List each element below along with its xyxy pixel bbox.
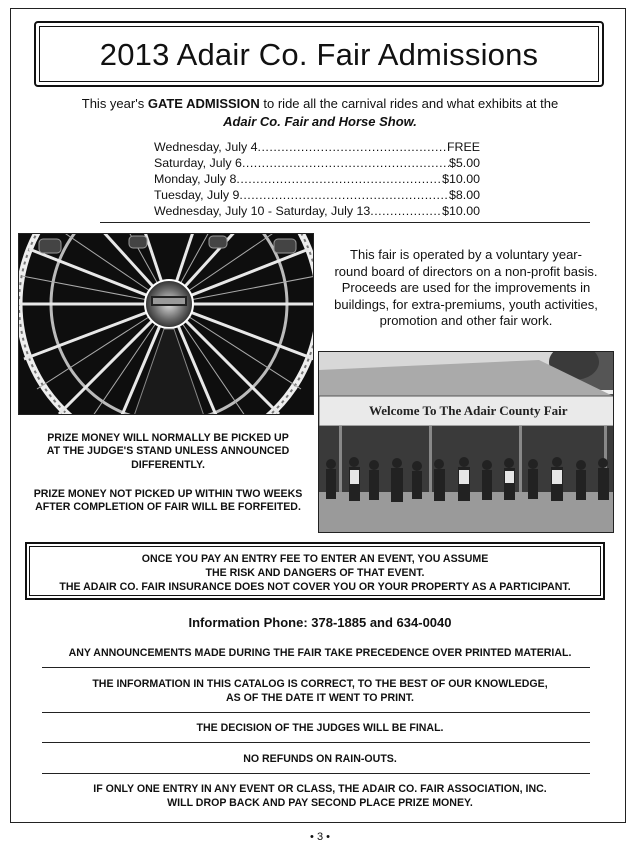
schedule-row [154, 171, 480, 187]
notice-line: THE DECISION OF THE JUDGES WILL BE FINAL. [196, 722, 444, 734]
board-text-line: This fair is operated by a voluntary year- [350, 247, 582, 262]
schedule-row [154, 155, 480, 171]
judges-notice [28, 722, 612, 736]
notice-line: IF ONLY ONE ENTRY IN ANY EVENT OR CLASS, THE ADAIR CO. FAIR ASSOCIATION, INC. [93, 783, 547, 795]
notice-line: THE INFORMATION IN THIS CATALOG IS CORRECT, TO THE BEST OF OUR KNOWLEDGE, [92, 678, 548, 690]
ferris-wheel-photo [18, 233, 314, 415]
leader-dots [242, 155, 449, 171]
risk-notice-box [25, 542, 605, 600]
intro-text-before: This year's [81, 96, 148, 111]
welcome-sign-text: Welcome To The Adair County Fair [369, 403, 568, 418]
announcements-notice [28, 647, 612, 661]
schedule-price: $5.00 [448, 156, 480, 170]
risk-notice-line: THE ADAIR CO. FAIR INSURANCE DOES NOT COVER YOU OR YOUR PROPERTY AS A PARTICIPANT. [59, 581, 571, 593]
schedule-day: Saturday, July 6 [154, 156, 242, 170]
risk-notice-line: ONCE YOU PAY AN ENTRY FEE TO ENTER AN EVENT, YOU ASSUME [141, 553, 489, 565]
board-text-line: promotion and other fair work. [379, 313, 553, 328]
notice-line: NO REFUNDS ON RAIN-OUTS. [243, 753, 397, 765]
board-text-line: round board of directors on a non-profit basis. [334, 263, 598, 279]
schedule-day: Monday, July 8 [154, 172, 237, 186]
prize-notice-line: PRIZE MONEY WILL NORMALLY BE PICKED UP [47, 432, 289, 444]
intro-line-2: Adair Co. Fair and Horse Show. [223, 114, 417, 129]
board-text-line: buildings, for extra-premiums, youth activities, [334, 296, 598, 312]
section-rule [100, 222, 590, 223]
schedule-row [154, 203, 480, 219]
schedule-day: Wednesday, July 4 [154, 140, 258, 154]
schedule-price: $10.00 [442, 172, 480, 186]
schedule-day: Tuesday, July 9 [154, 188, 240, 202]
schedule-price: $8.00 [448, 188, 480, 202]
schedule-price: FREE [446, 140, 480, 154]
notice-rule [42, 667, 590, 668]
title-box [34, 21, 604, 87]
refunds-notice [28, 753, 612, 767]
notice-rule [42, 712, 590, 713]
intro-gate-admission: GATE ADMISSION [147, 96, 260, 111]
schedule-day: Wednesday, July 10 - Saturday, July 13 [154, 204, 371, 218]
prize-pickup-notice [24, 432, 312, 472]
prize-notice-line: AT THE JUDGE'S STAND UNLESS ANNOUNCED [46, 445, 290, 458]
risk-notice-line: THE RISK AND DANGERS OF THAT EVENT. [205, 567, 425, 579]
intro-line-1 [40, 96, 600, 111]
notice-rule [42, 773, 590, 774]
board-description [326, 247, 606, 330]
prize-notice-line: AFTER COMPLETION OF FAIR WILL BE FORFEITED. [35, 501, 301, 514]
information-phone: Information Phone: 378-1885 and 634-0040 [188, 615, 452, 630]
leader-dots [236, 171, 442, 187]
fair-pavilion-photo [318, 351, 614, 533]
prize-forfeit-notice [24, 488, 312, 515]
page-number: • 3 • [310, 831, 330, 843]
leader-dots [239, 187, 449, 203]
notice-line: ANY ANNOUNCEMENTS MADE DURING THE FAIR TAKE PRECEDENCE OVER PRINTED MATERIAL. [68, 647, 572, 659]
prize-notice-line: PRIZE MONEY NOT PICKED UP WITHIN TWO WEEKS [33, 488, 303, 500]
page-title: 2013 Adair Co. Fair Admissions [99, 37, 539, 72]
leader-dots [258, 139, 447, 155]
intro-text-after: to ride all the carnival rides and what exhibits at the [259, 96, 559, 111]
notice-line: WILL DROP BACK AND PAY SECOND PLACE PRIZE MONEY. [167, 796, 473, 809]
schedule-row [154, 187, 480, 203]
board-text-line: Proceeds are used for the improvements in [341, 280, 591, 295]
notice-line: AS OF THE DATE IT WENT TO PRINT. [226, 691, 414, 704]
prize-notice-line: DIFFERENTLY. [131, 458, 205, 471]
admission-schedule [154, 139, 480, 219]
schedule-row [154, 139, 480, 155]
leader-dots [370, 203, 442, 219]
catalog-notice [28, 678, 612, 705]
one-entry-notice [28, 783, 612, 810]
schedule-price: $10.00 [442, 204, 480, 218]
notice-rule [42, 742, 590, 743]
